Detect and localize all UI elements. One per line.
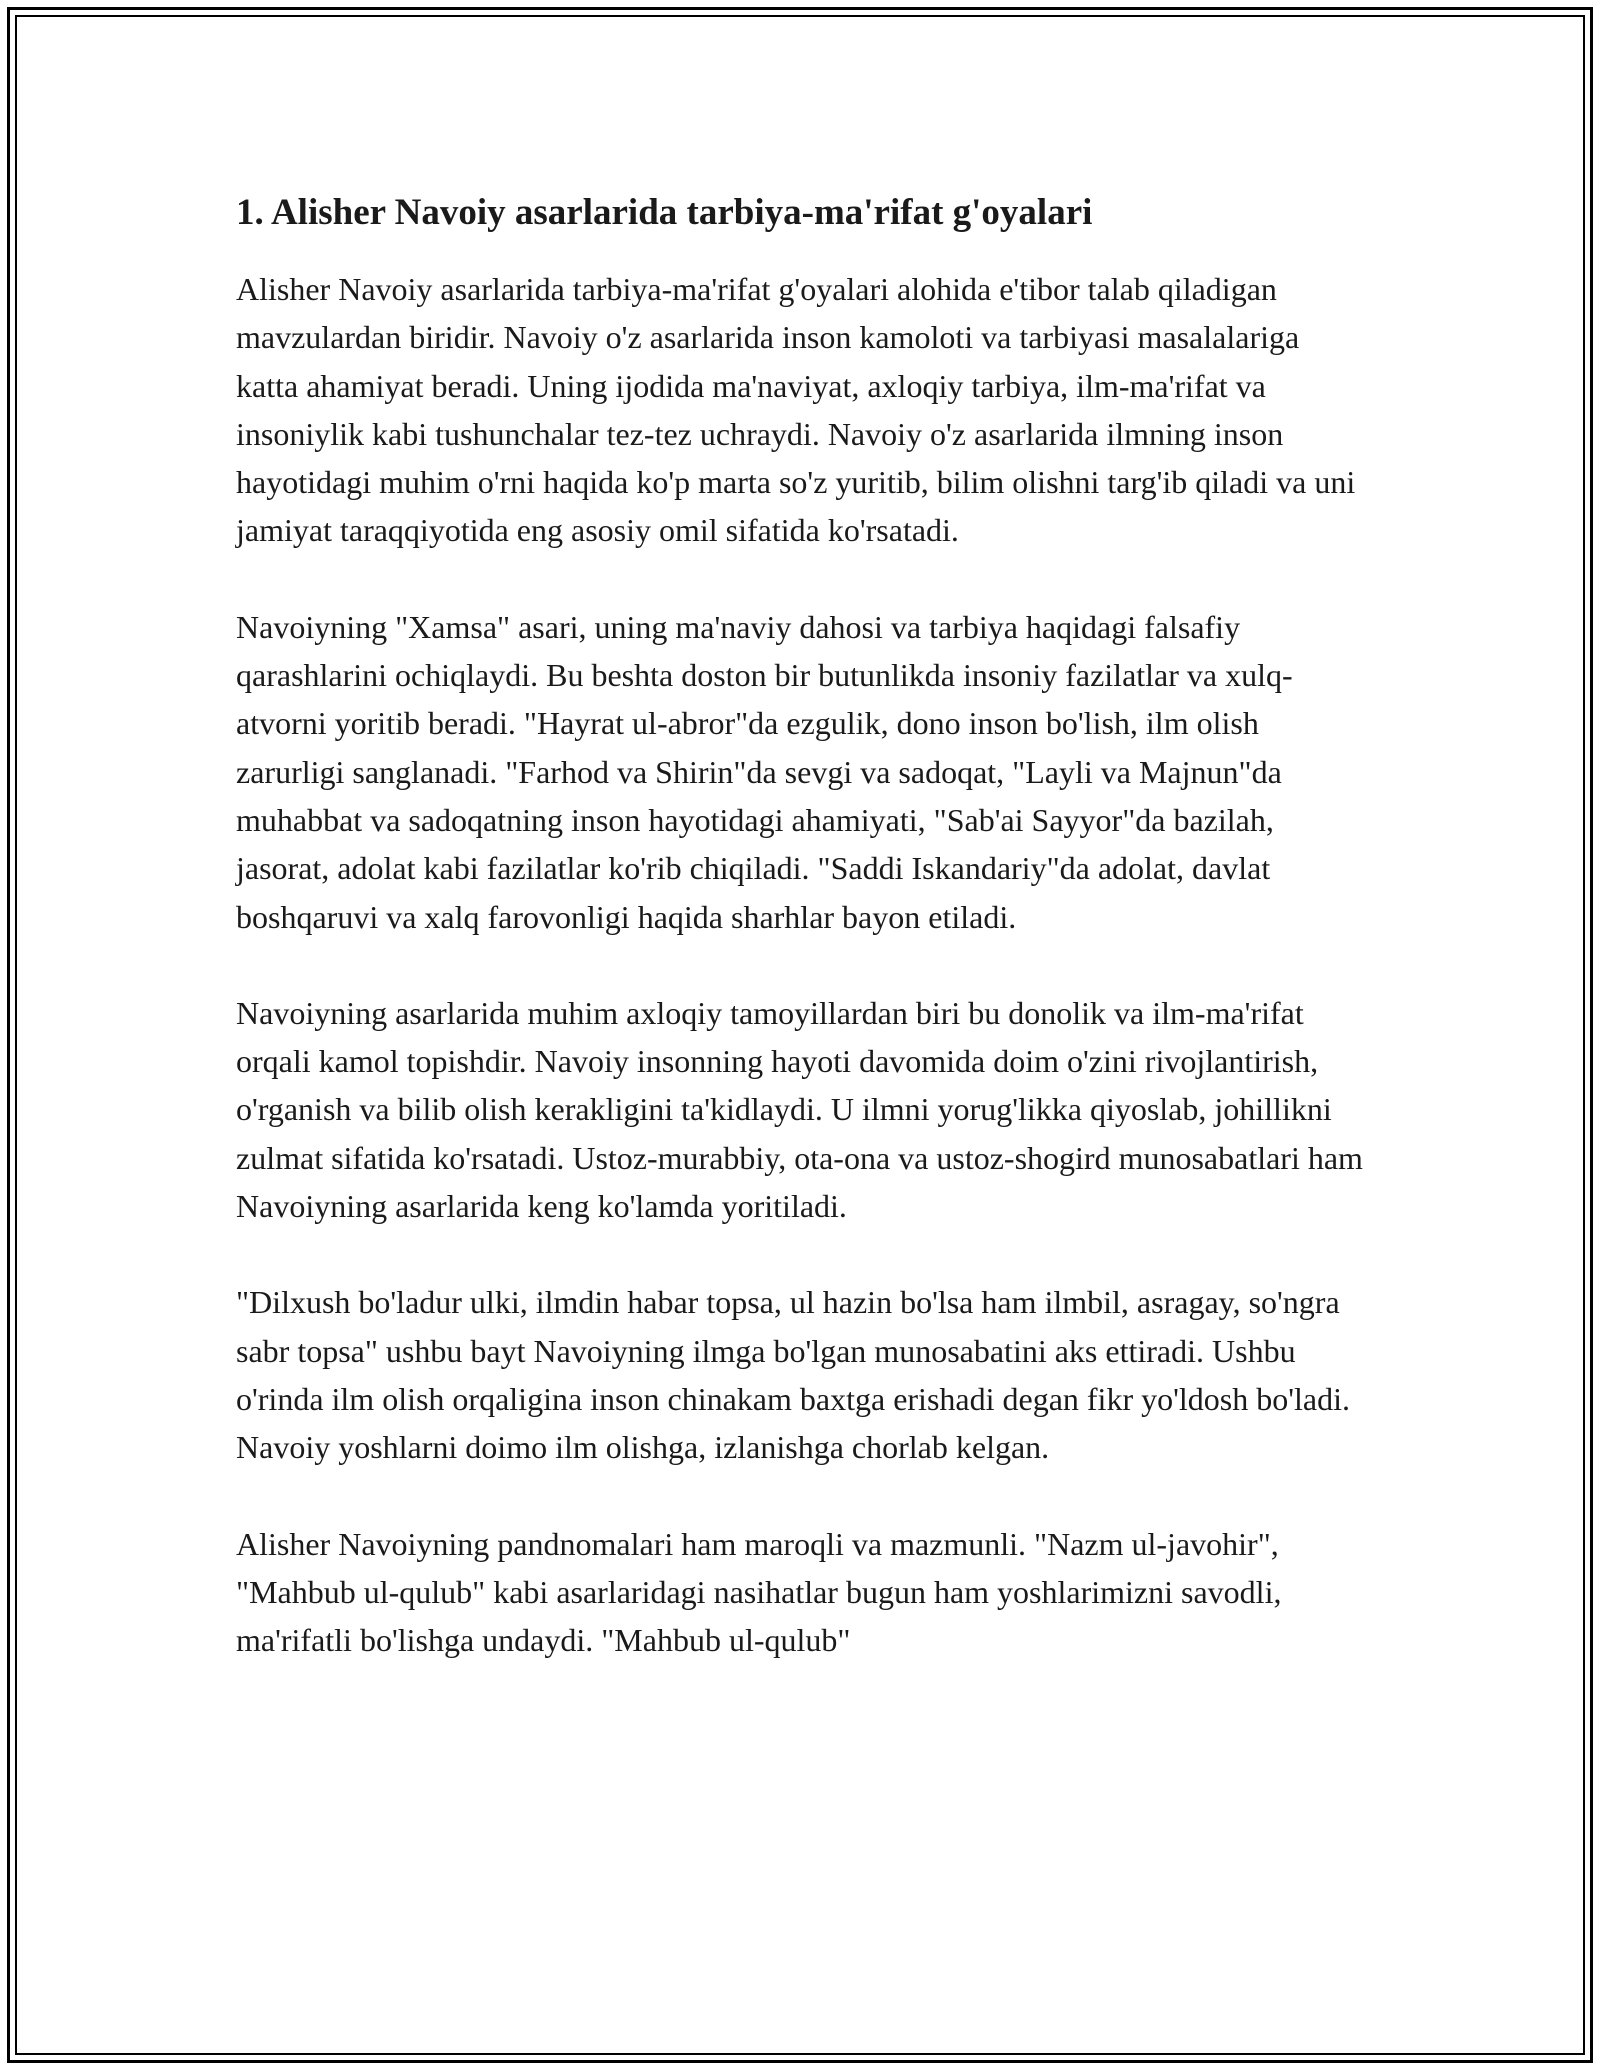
section-title: 1. Alisher Navoiy asarlarida tarbiya-ma'rifat g'oyalari <box>236 192 1093 233</box>
paragraph-5: Alisher Navoiyning pandnomalari ham maroqli va mazmunli. "Nazm ul-javohir", "Mahbub ul-qulub" kabi asarlaridagi nasihatlar bugun ham yoshlarimizni savodli, ma'rifatli bo'lishga undaydi. "Mahbub ul-qulub" <box>236 1525 1282 1659</box>
document-body <box>236 185 1366 1712</box>
paragraph-4: "Dilxush bo'ladur ulki, ilmdin habar topsa, ul hazin bo'lsa ham ilmbil, asragay, so'ngra sabr topsa" ushbu bayt Navoiyning ilmga bo'lgan munosabatini aks ettiradi. Ushbu o'rinda ilm olish orqaligina inson chinakam baxtga erishadi degan fikr yo'ldosh bo'ladi. Navoiy yoshlarni doimo ilm olishga, izlanishga chorlab kelgan. <box>236 1284 1350 1466</box>
paragraph-3: Navoiyning asarlarida muhim axloqiy tamoyillardan biri bu donolik va ilm-ma'rifat orqali kamol topishdir. Navoiy insonning hayoti davomida doim o'zini rivojlantirish, o'rganish va bilib olish kerakligini ta'kidlaydi. U ilmni yorug'likka qiyoslab, johillikni zulmat sifatida ko'rsatadi. Ustoz-murabbiy, ota-ona va ustoz-shogird munosabatlari ham Navoiyning asarlarida keng ko'lamda yoritiladi. <box>236 994 1363 1225</box>
paragraph-1: Alisher Navoiy asarlarida tarbiya-ma'rifat g'oyalari alohida e'tibor talab qiladigan mavzulardan biridir. Navoiy o'z asarlarida inson kamoloti va tarbiyasi masalalariga katta ahamiyat beradi. Uning ijodida ma'naviyat, axloqiy tarbiya, ilm-ma'rifat va insoniylik kabi tushunchalar tez-tez uchraydi. Navoiy o'z asarlarida ilmning inson hayotidagi muhim o'rni haqida ko'p marta so'z yuritib, bilim olishni targ'ib qiladi va uni jamiyat taraqqiyotida eng asosiy omil sifatida ko'rsatadi. <box>236 271 1356 549</box>
paragraph-2: Navoiyning "Xamsa" asari, uning ma'naviy dahosi va tarbiya haqidagi falsafiy qarashlarini ochiqlaydi. Bu beshta doston bir butunlikda insoniy fazilatlar va xulq-atvorni yoritib beradi. "Hayrat ul-abror"da ezgulik, dono inson bo'lish, ilm olish zarurligi sanglanadi. "Farhod va Shirin"da sevgi va sadoqat, "Layli va Majnun"da muhabbat va sadoqatning inson hayotidagi ahamiyati, "Sab'ai Sayyor"da bazilah, jasorat, adolat kabi fazilatlar ko'rib chiqiladi. "Saddi Iskandariy"da adolat, davlat boshqaruvi va xalq farovonligi haqida sharhlar bayon etiladi. <box>236 608 1293 935</box>
